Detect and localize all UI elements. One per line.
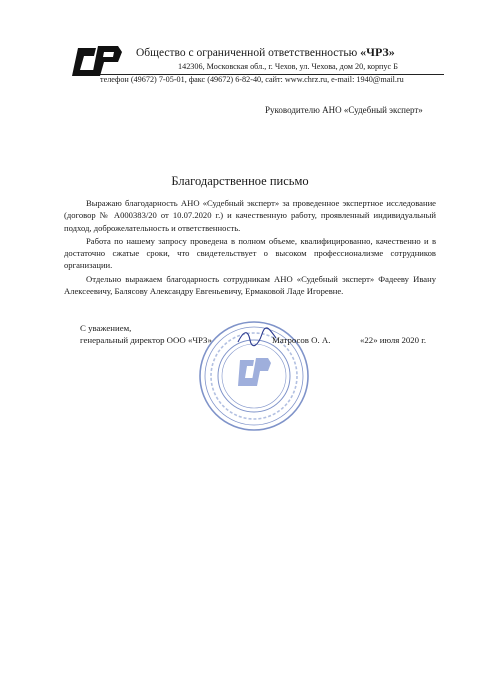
org-address: 142306, Московская обл., г. Чехов, ул. Чехова, дом 20, корпус Б (178, 62, 398, 71)
paragraph: Отдельно выражаем благодарность сотрудникам АНО «Судебный эксперт» Фадееву Ивану Алексеевичу, Балясову Александру Евгеньевичу, Ермаковой Ладе Игоревне. (64, 273, 436, 297)
signatory-role: генеральный директор ООО «ЧРЗ» (80, 335, 212, 345)
letter-body (64, 197, 436, 298)
org-contacts: телефон (49672) 7-05-01, факс (49672) 6-82-40, сайт: www.chrz.ru, e-mail: 1940@mail.ru (100, 75, 404, 84)
signature-greeting: С уважением, (80, 323, 132, 333)
letter-date: «22» июля 2020 г. (360, 335, 427, 345)
addressee: Руководителю АНО «Судебный эксперт» (265, 105, 423, 115)
paragraph: Работа по нашему запросу проведена в полном объеме, квалифицированно, качественно и в достаточно сжатые сроки, что свидетельствует о высоком профессионализме сотрудников организации. (64, 235, 436, 271)
paragraph: Выражаю благодарность АНО «Судебный эксперт» за проведенное экспертное исследование (договор № А000383/20 от 10.07.2020 г.) и качественную работу, проявленный индивидуальный подход, доброжелательность и ответственность. (64, 198, 436, 233)
company-logo-icon (66, 44, 124, 78)
org-name: Общество с ограниченной ответственностью «ЧРЗ» (136, 45, 395, 59)
letter-title: Благодарственное письмо (171, 174, 309, 188)
signatory-name: Матросов О. А. (272, 335, 331, 345)
